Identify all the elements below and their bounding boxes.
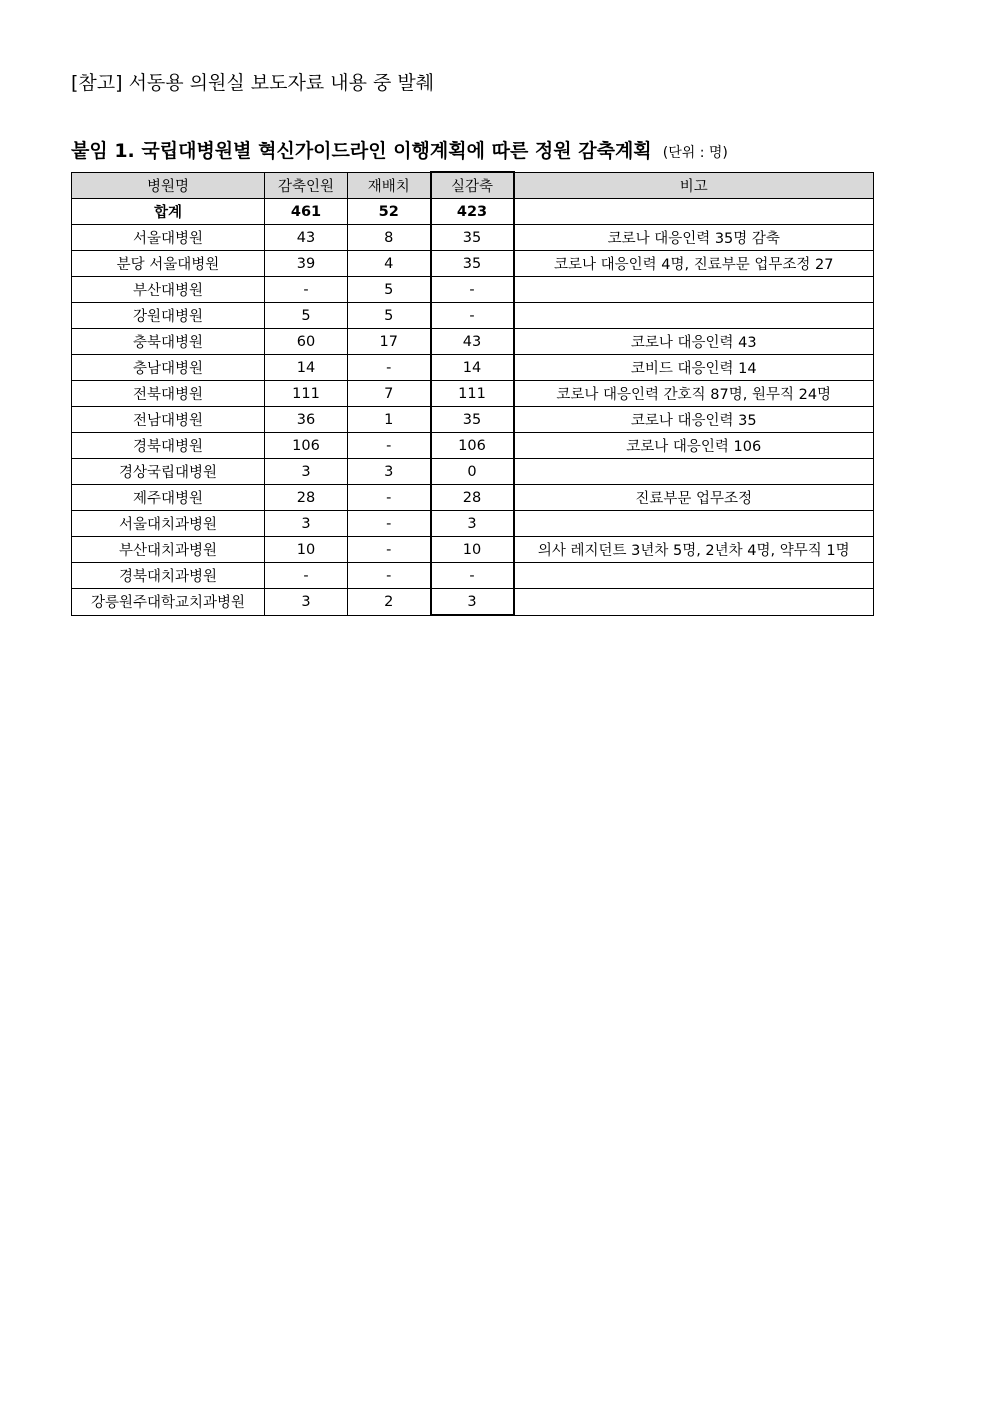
note-cell: 의사 레지던트 3년차 5명, 2년차 4명, 약무직 1명 bbox=[514, 537, 874, 563]
actual-reduction-cell: 106 bbox=[431, 433, 514, 459]
reduction-cell: 5 bbox=[265, 303, 348, 329]
note-cell: 코로나 대응인력 4명, 진료부문 업무조정 27 bbox=[514, 251, 874, 277]
actual-reduction-cell: 423 bbox=[431, 199, 514, 225]
actual-reduction-cell: 10 bbox=[431, 537, 514, 563]
note-cell bbox=[514, 459, 874, 485]
header-hospital: 병원명 bbox=[72, 172, 265, 199]
note-cell bbox=[514, 199, 874, 225]
table-title-line bbox=[71, 136, 728, 163]
hospital-name-cell: 강원대병원 bbox=[72, 303, 265, 329]
unit-label: (단위 : 명) bbox=[662, 145, 728, 161]
table-row bbox=[72, 381, 874, 407]
hospital-name-cell: 경상국립대병원 bbox=[72, 459, 265, 485]
hospital-name-cell: 경북대병원 bbox=[72, 433, 265, 459]
hospital-name-cell: 충북대병원 bbox=[72, 329, 265, 355]
table-body bbox=[72, 199, 874, 616]
reallocation-cell: 8 bbox=[348, 225, 431, 251]
reduction-cell: - bbox=[265, 563, 348, 589]
note-cell: 코로나 대응인력 106 bbox=[514, 433, 874, 459]
reallocation-cell: - bbox=[348, 563, 431, 589]
reduction-cell: 60 bbox=[265, 329, 348, 355]
note-cell bbox=[514, 563, 874, 589]
actual-reduction-cell: 35 bbox=[431, 225, 514, 251]
hospital-name-cell: 서울대병원 bbox=[72, 225, 265, 251]
hospital-name-cell: 부산대병원 bbox=[72, 277, 265, 303]
reduction-cell: 28 bbox=[265, 485, 348, 511]
table-row bbox=[72, 511, 874, 537]
actual-reduction-cell: 111 bbox=[431, 381, 514, 407]
reallocation-cell: 1 bbox=[348, 407, 431, 433]
reduction-cell: 3 bbox=[265, 589, 348, 616]
reallocation-cell: - bbox=[348, 485, 431, 511]
table-row bbox=[72, 433, 874, 459]
reference-title: [참고] 서동용 의원실 보도자료 내용 중 발췌 bbox=[71, 72, 435, 94]
actual-reduction-cell: 3 bbox=[431, 511, 514, 537]
reduction-cell: 3 bbox=[265, 459, 348, 485]
table-row bbox=[72, 303, 874, 329]
note-cell: 코로나 대응인력 43 bbox=[514, 329, 874, 355]
table-row bbox=[72, 277, 874, 303]
reallocation-cell: 5 bbox=[348, 277, 431, 303]
note-cell: 코로나 대응인력 간호직 87명, 원무직 24명 bbox=[514, 381, 874, 407]
table-row bbox=[72, 329, 874, 355]
note-cell bbox=[514, 277, 874, 303]
reallocation-cell: - bbox=[348, 511, 431, 537]
reallocation-cell: 3 bbox=[348, 459, 431, 485]
hospital-name-cell: 경북대치과병원 bbox=[72, 563, 265, 589]
actual-reduction-cell: 28 bbox=[431, 485, 514, 511]
reduction-cell: 461 bbox=[265, 199, 348, 225]
actual-reduction-cell: - bbox=[431, 563, 514, 589]
actual-reduction-cell: 14 bbox=[431, 355, 514, 381]
note-cell bbox=[514, 511, 874, 537]
reallocation-cell: 7 bbox=[348, 381, 431, 407]
table-row bbox=[72, 459, 874, 485]
note-cell: 코비드 대응인력 14 bbox=[514, 355, 874, 381]
reduction-cell: 106 bbox=[265, 433, 348, 459]
actual-reduction-cell: 35 bbox=[431, 251, 514, 277]
header-reduction: 감축인원 bbox=[265, 172, 348, 199]
total-row bbox=[72, 199, 874, 225]
reduction-cell: 36 bbox=[265, 407, 348, 433]
actual-reduction-cell: - bbox=[431, 303, 514, 329]
reallocation-cell: 4 bbox=[348, 251, 431, 277]
table-row bbox=[72, 589, 874, 616]
header-note: 비고 bbox=[514, 172, 874, 199]
table-row bbox=[72, 537, 874, 563]
header-reallocation: 재배치 bbox=[348, 172, 431, 199]
actual-reduction-cell: 35 bbox=[431, 407, 514, 433]
table-header-row bbox=[72, 172, 874, 199]
reallocation-cell: 17 bbox=[348, 329, 431, 355]
table-row bbox=[72, 563, 874, 589]
hospital-name-cell: 충남대병원 bbox=[72, 355, 265, 381]
hospital-name-cell: 전북대병원 bbox=[72, 381, 265, 407]
hospital-name-cell: 제주대병원 bbox=[72, 485, 265, 511]
actual-reduction-cell: 43 bbox=[431, 329, 514, 355]
reduction-cell: 14 bbox=[265, 355, 348, 381]
reduction-cell: 43 bbox=[265, 225, 348, 251]
reallocation-cell: - bbox=[348, 355, 431, 381]
reallocation-cell: 52 bbox=[348, 199, 431, 225]
hospital-name-cell: 분당 서울대병원 bbox=[72, 251, 265, 277]
reallocation-cell: - bbox=[348, 537, 431, 563]
reallocation-cell: - bbox=[348, 433, 431, 459]
reallocation-cell: 5 bbox=[348, 303, 431, 329]
actual-reduction-cell: 0 bbox=[431, 459, 514, 485]
reduction-cell: 10 bbox=[265, 537, 348, 563]
table-row bbox=[72, 485, 874, 511]
reduction-cell: - bbox=[265, 277, 348, 303]
hospital-name-cell: 부산대치과병원 bbox=[72, 537, 265, 563]
reduction-cell: 3 bbox=[265, 511, 348, 537]
reduction-cell: 111 bbox=[265, 381, 348, 407]
header-actual-reduction: 실감축 bbox=[431, 172, 514, 199]
note-cell: 진료부문 업무조정 bbox=[514, 485, 874, 511]
reduction-cell: 39 bbox=[265, 251, 348, 277]
table-row bbox=[72, 251, 874, 277]
actual-reduction-cell: - bbox=[431, 277, 514, 303]
table-row bbox=[72, 407, 874, 433]
note-cell bbox=[514, 589, 874, 616]
table-row bbox=[72, 355, 874, 381]
reallocation-cell: 2 bbox=[348, 589, 431, 616]
hospital-name-cell: 강릉원주대학교치과병원 bbox=[72, 589, 265, 616]
staff-reduction-table bbox=[71, 171, 874, 616]
hospital-name-cell: 서울대치과병원 bbox=[72, 511, 265, 537]
hospital-name-cell: 합계 bbox=[72, 199, 265, 225]
note-cell: 코로나 대응인력 35명 감축 bbox=[514, 225, 874, 251]
actual-reduction-cell: 3 bbox=[431, 589, 514, 616]
note-cell: 코로나 대응인력 35 bbox=[514, 407, 874, 433]
table-title: 붙임 1. 국립대병원별 혁신가이드라인 이행계획에 따른 정원 감축계획 bbox=[71, 140, 652, 162]
note-cell bbox=[514, 303, 874, 329]
table-row bbox=[72, 225, 874, 251]
hospital-name-cell: 전남대병원 bbox=[72, 407, 265, 433]
